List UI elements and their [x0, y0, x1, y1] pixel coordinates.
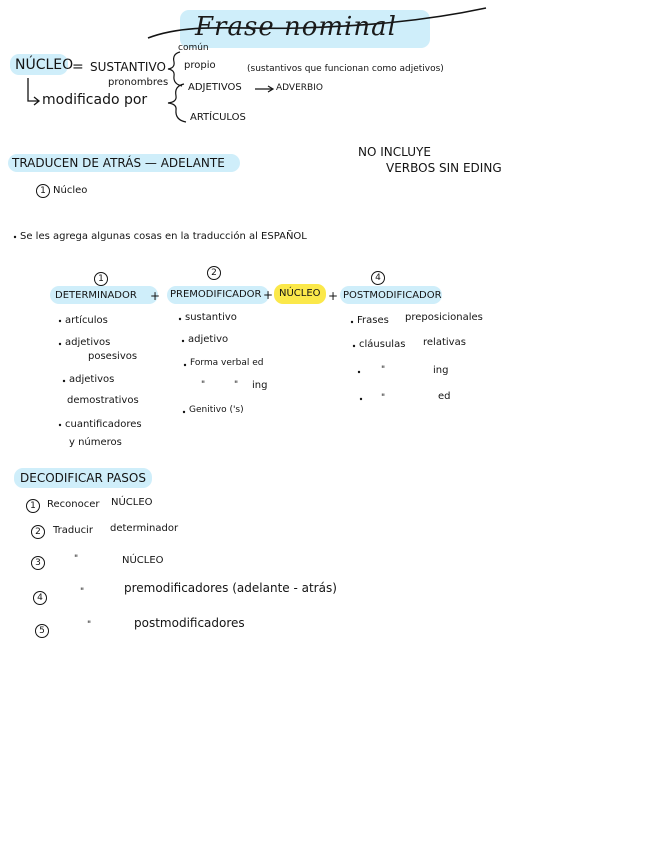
post-item: preposicionales: [405, 312, 483, 323]
det-item: demostrativos: [67, 395, 139, 406]
pre-item: Forma verbal ed: [190, 358, 264, 368]
decode-step-b: premodificadores (adelante - atrás): [124, 581, 337, 595]
plus-1: +: [150, 289, 161, 303]
modificado-por-label: modificado por: [42, 92, 148, 108]
decode-step-circle: 1: [26, 499, 40, 513]
decode-step-circle: 5: [35, 624, 49, 638]
decode-step-a: ": [87, 620, 92, 630]
pre-item: Genitivo ('s): [189, 405, 244, 415]
propio-label: propio: [184, 60, 216, 71]
decode-step-circle: 4: [33, 591, 47, 605]
det-item: y números: [69, 437, 122, 448]
decode-step-a: ": [80, 587, 85, 597]
decode-heading: DECODIFICAR PASOS: [20, 471, 146, 485]
num-1-circle: 1: [94, 272, 108, 286]
premodificador-label: PREMODIFICADOR: [170, 289, 262, 300]
comun-label: común: [178, 43, 209, 53]
post-item-ditto: ": [381, 365, 386, 375]
no-incluye-line1: NO INCLUYE: [358, 145, 431, 159]
pre-item: adjetivo: [188, 334, 229, 345]
sustantivo-brace: [168, 52, 182, 86]
pronombres-label: pronombres: [108, 77, 169, 88]
post-item: cláusulas: [359, 339, 406, 350]
num-2-circle: 2: [207, 266, 221, 280]
decode-step-b: NÚCLEO: [122, 555, 164, 566]
page-title: Frase nominal: [195, 12, 397, 42]
post-item-ditto: ": [381, 393, 386, 403]
post-item: Frases: [357, 315, 389, 326]
modificado-brace: [168, 84, 186, 122]
decode-step-a: ": [74, 554, 79, 564]
nucleo-label: NÚCLEO: [15, 57, 74, 73]
pre-item: ing: [252, 380, 268, 391]
adjetivos-label: ADJETIVOS: [188, 82, 242, 93]
adverbio-label: ADVERBIO: [276, 83, 323, 93]
decode-step-circle: 3: [31, 556, 45, 570]
num-4-circle: 4: [371, 271, 385, 285]
sustantivos-note: (sustantivos que funcionan como adjetivos): [247, 64, 444, 74]
nucleo-core-label: NÚCLEO: [279, 288, 321, 299]
post-item: ed: [438, 391, 451, 402]
sustantivo-label: SUSTANTIVO: [90, 60, 166, 74]
decode-step-circle: 2: [31, 525, 45, 539]
det-item: posesivos: [88, 351, 138, 362]
step1-circle: 1: [36, 184, 50, 198]
det-item: cuantificadores: [65, 419, 142, 430]
translation-heading: TRADUCEN DE ATRÁS — ADELANTE: [12, 156, 225, 170]
plus-2: +: [263, 288, 274, 302]
plus-3: +: [328, 289, 339, 303]
decode-step-a: Reconocer: [47, 499, 100, 510]
pre-item: sustantivo: [185, 312, 237, 323]
determinador-label: DETERMINADOR: [55, 290, 137, 301]
postmodificador-label: POSTMODIFICADOR: [343, 290, 442, 301]
decode-step-b: NÚCLEO: [111, 497, 153, 508]
det-item: adjetivos: [69, 374, 115, 385]
agrega-note: Se les agrega algunas cosas en la traducción al ESPAÑOL: [20, 231, 307, 242]
pre-item-ditto: ": [201, 380, 206, 390]
modificado-hook: [28, 78, 38, 101]
articulos-label: ARTÍCULOS: [190, 112, 246, 123]
decode-step-a: Traducir: [53, 525, 93, 536]
det-item: adjetivos: [65, 337, 111, 348]
step1-text: Núcleo: [53, 185, 88, 196]
det-item: artículos: [65, 315, 108, 326]
decode-step-b: determinador: [110, 523, 179, 534]
post-item: ing: [433, 365, 449, 376]
post-item: relativas: [423, 337, 466, 348]
pre-item-ditto: ": [234, 380, 239, 390]
decode-step-b: postmodificadores: [134, 616, 245, 630]
no-incluye-line2: VERBOS SIN EDING: [386, 161, 502, 175]
equals-sign: =: [72, 59, 84, 75]
